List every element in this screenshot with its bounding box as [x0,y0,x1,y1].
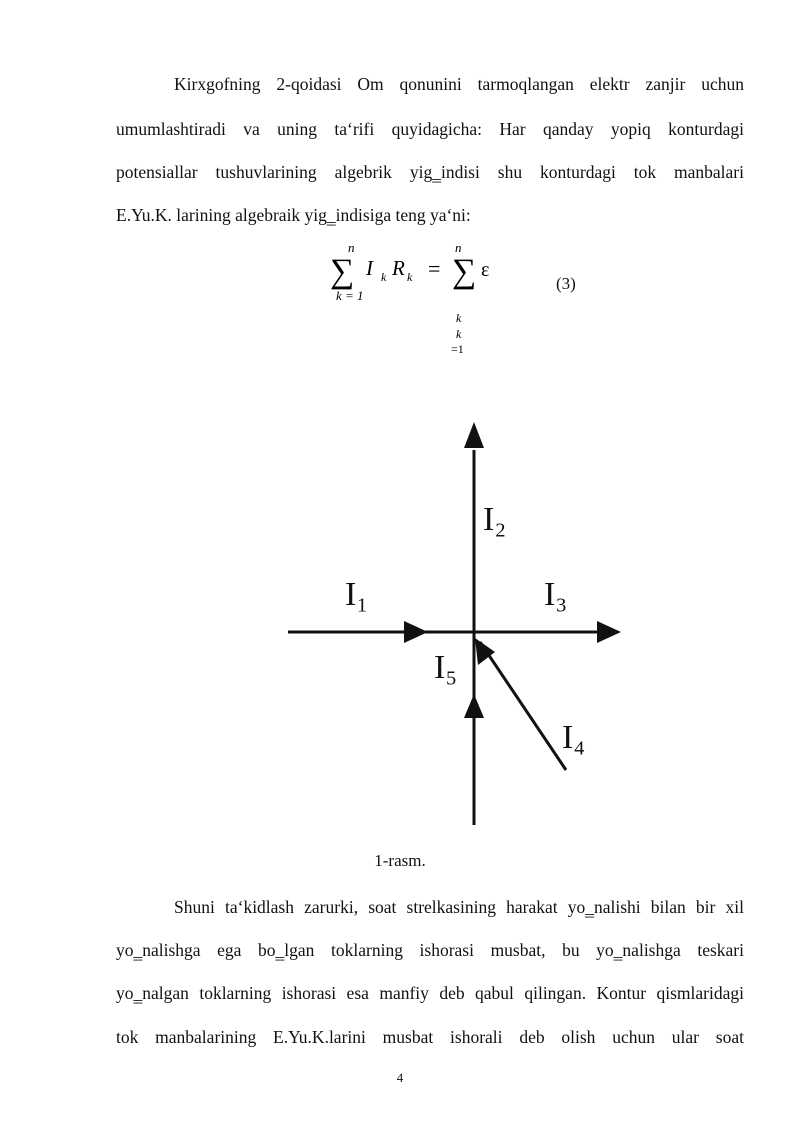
current-subscript: k [381,270,387,284]
equals-sign: = [428,256,441,281]
label-i5: I₅ [434,649,458,686]
arrow-up-bottom [464,694,484,718]
sum-lower-right-2: k [456,327,462,341]
paragraph-2-line-2: yo‗nalishga ega bo‗lgan toklarning ishorasi musbat, bu yo‗nalishga teskari [116,940,744,960]
paragraph-2-line-1: Shuni ta‘kidlash zarurki, soat strelkasining harakat yo‗nalishi bilan bir xil [174,897,744,917]
label-i3: I₃ [544,576,568,613]
current-symbol: I [366,256,373,280]
arrow-right-end [597,621,621,643]
arrow-right-left [404,621,428,643]
sum-upper-left: n [348,240,355,255]
equation-number: (3) [556,274,576,293]
sum-lower-right-3: =1 [451,342,464,356]
current-node-diagram [270,410,630,830]
paragraph-2-line-4: tok manbalarining E.Yu.K.larini musbat ishorali deb olish uchun ular soat [116,1027,744,1047]
label-i4: I₄ [562,719,586,756]
paragraph-1-line-2: umumlashtiradi va uning ta‘rifi quyidagicha: Har qanday yopiq konturdagi [116,119,744,139]
sum-lower-right-1: k [456,311,462,325]
arrow-up-top [464,422,484,448]
epsilon-symbol: ε [481,259,490,281]
figure-caption: 1-rasm. [374,851,426,870]
label-i1: I₁ [345,576,369,613]
diagonal-line [480,642,566,770]
resistance-symbol: R [392,256,405,280]
page-number: 4 [396,1070,404,1085]
resistance-subscript: k [407,270,413,284]
paragraph-1-line-4: E.Yu.K. larining algebraik yig‗indisiga teng ya‘ni: [116,205,471,225]
sum-symbol-right: ∑ [452,253,477,290]
paragraph-1-line-1: Kirxgofning 2-qoidasi Om qonunini tarmoqlangan elektr zanjir uchun [174,74,744,94]
paragraph-1-line-3: potensiallar tushuvlarining algebrik yig‗indisi shu konturdagi tok manbalari [116,162,744,182]
label-i2: I₂ [483,501,507,538]
sum-upper-right: n [455,240,462,255]
paragraph-2-line-3: yo‗nalgan toklarning ishorasi esa manfiy deb qabul qilingan. Kontur qismlaridagi [116,983,744,1003]
sum-symbol-left: ∑ [330,253,355,290]
sum-lower-left: k = 1 [336,288,364,303]
